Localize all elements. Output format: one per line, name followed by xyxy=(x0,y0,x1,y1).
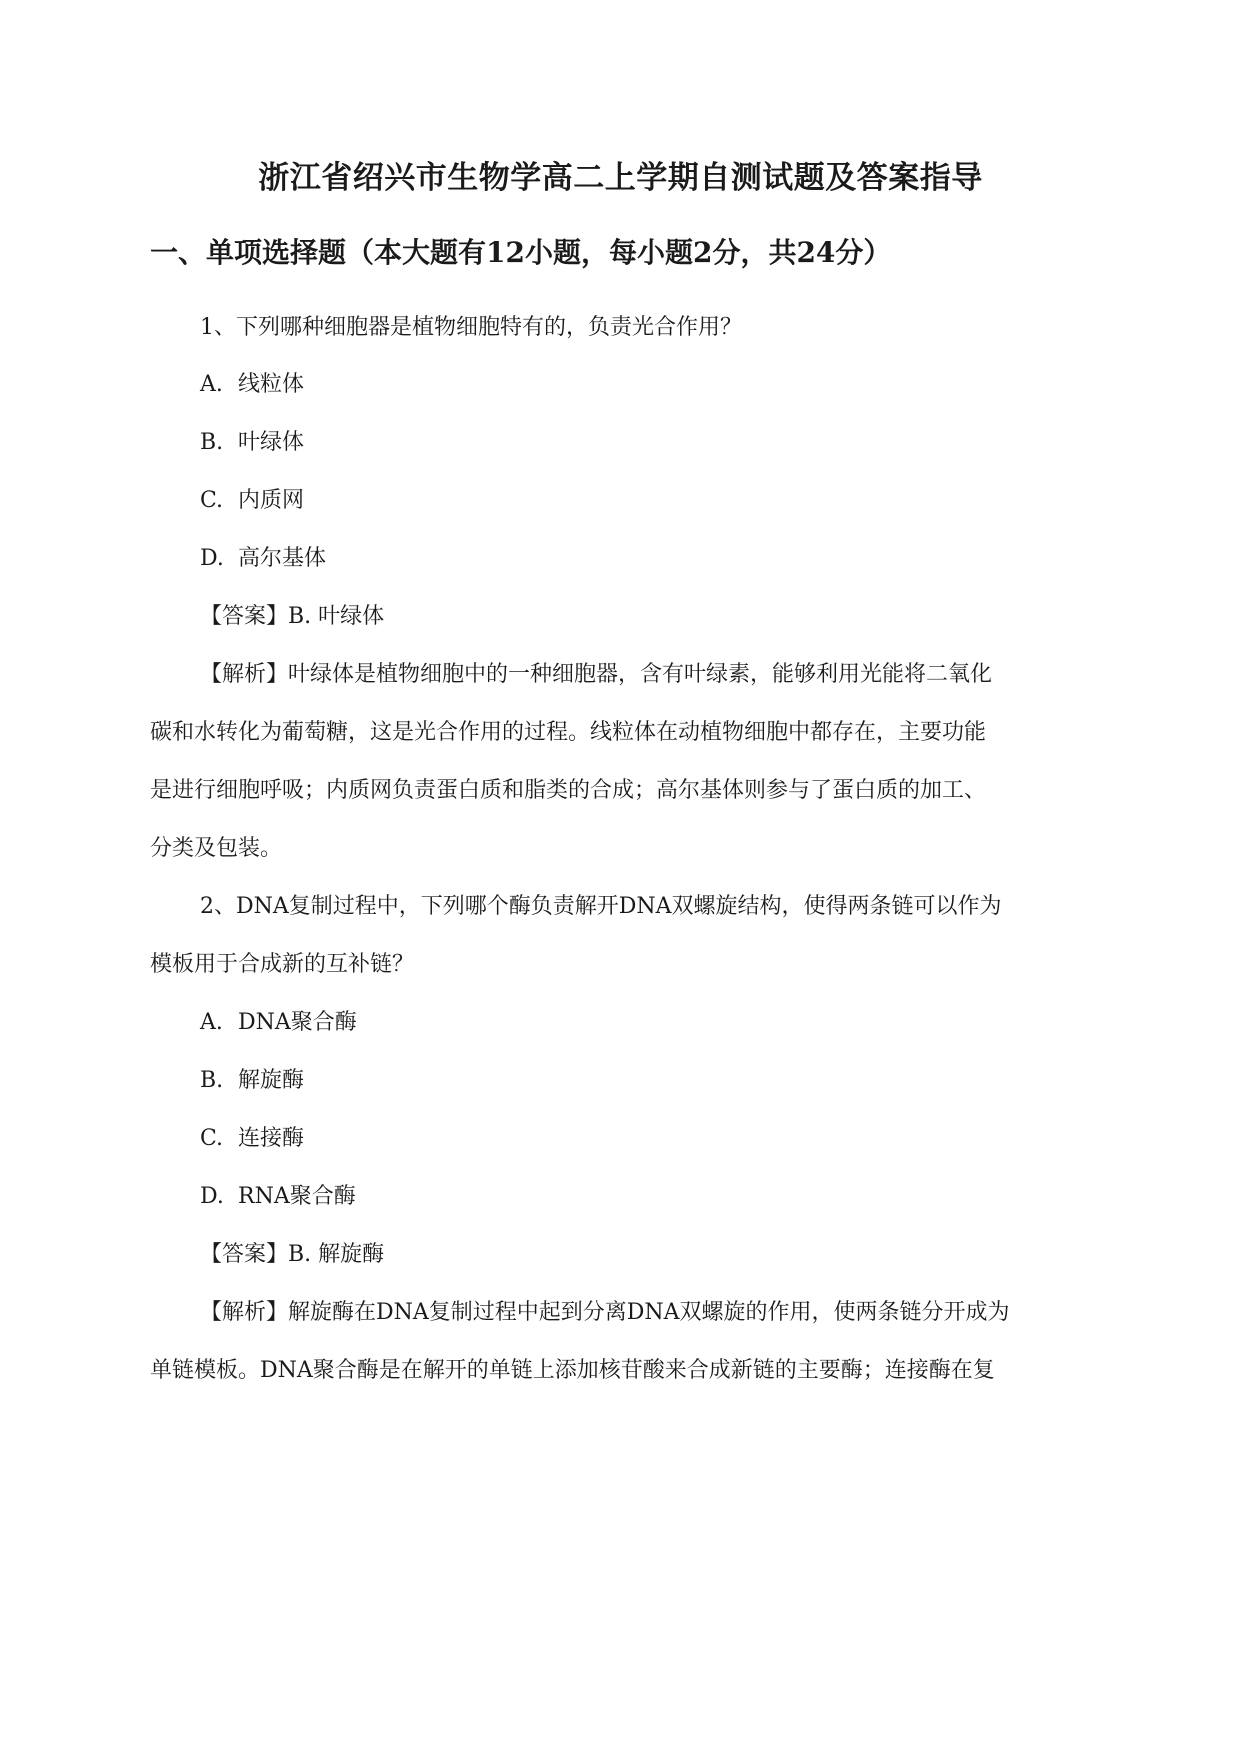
option-letter: D. xyxy=(200,546,224,571)
option-text: 高尔基体 xyxy=(238,546,327,571)
option-text: 连接酶 xyxy=(238,1126,305,1151)
question-1-analysis-line-3: 是进行细胞呼吸；内质网负责蛋白质和脂类的合成；高尔基体则参与了蛋白质的加工、 xyxy=(150,778,987,803)
question-1-analysis-line-4: 分类及包装。 xyxy=(150,836,283,861)
option-letter: B. xyxy=(200,430,224,455)
option-text: 解旋酶 xyxy=(238,1068,305,1093)
option-letter: D. xyxy=(200,1184,224,1209)
question-2-analysis-line-1: 【解析】解旋酶在DNA复制过程中起到分离DNA双螺旋的作用，使两条链分开成为 xyxy=(200,1300,1010,1325)
option-text: 线粒体 xyxy=(238,372,305,397)
question-1-analysis-line-2: 碳和水转化为葡萄糖，这是光合作用的过程。线粒体在动植物细胞中都存在，主要功能 xyxy=(150,720,987,745)
question-1-answer: 【答案】B. 叶绿体 xyxy=(200,604,385,629)
document-title: 浙江省绍兴市生物学高二上学期自测试题及答案指导 xyxy=(258,160,983,196)
question-2-analysis-line-2: 单链模板。DNA聚合酶是在解开的单链上添加核苷酸来合成新链的主要酶；连接酶在复 xyxy=(150,1358,995,1383)
question-1-option-b xyxy=(200,427,304,459)
option-letter: A. xyxy=(200,1010,223,1035)
option-text: 内质网 xyxy=(238,488,305,513)
option-text: RNA聚合酶 xyxy=(238,1184,356,1209)
section-heading: 一、单项选择题（本大题有12小题，每小题2分，共24分） xyxy=(150,236,892,269)
question-1-stem: 1、下列哪种细胞器是植物细胞特有的，负责光合作用？ xyxy=(200,315,742,340)
question-2-option-a xyxy=(200,1007,357,1039)
question-2-stem-line-2: 模板用于合成新的互补链？ xyxy=(150,952,415,977)
question-2-option-d xyxy=(200,1181,356,1213)
option-letter: C. xyxy=(200,488,224,513)
option-text: DNA聚合酶 xyxy=(238,1010,357,1035)
question-2-answer: 【答案】B. 解旋酶 xyxy=(200,1242,385,1267)
question-2-option-b xyxy=(200,1065,304,1097)
question-1-option-a xyxy=(200,369,304,401)
question-2-stem-line-1: 2、DNA复制过程中，下列哪个酶负责解开DNA双螺旋结构，使得两条链可以作为 xyxy=(200,894,1002,919)
option-text: 叶绿体 xyxy=(238,430,305,455)
question-1-option-c xyxy=(200,485,304,517)
option-letter: B. xyxy=(200,1068,224,1093)
option-letter: C. xyxy=(200,1126,224,1151)
option-letter: A. xyxy=(200,372,223,397)
question-2-option-c xyxy=(200,1123,304,1155)
question-1-analysis-line-1: 【解析】叶绿体是植物细胞中的一种细胞器，含有叶绿素，能够利用光能将二氧化 xyxy=(200,662,993,687)
question-1-option-d xyxy=(200,543,326,575)
